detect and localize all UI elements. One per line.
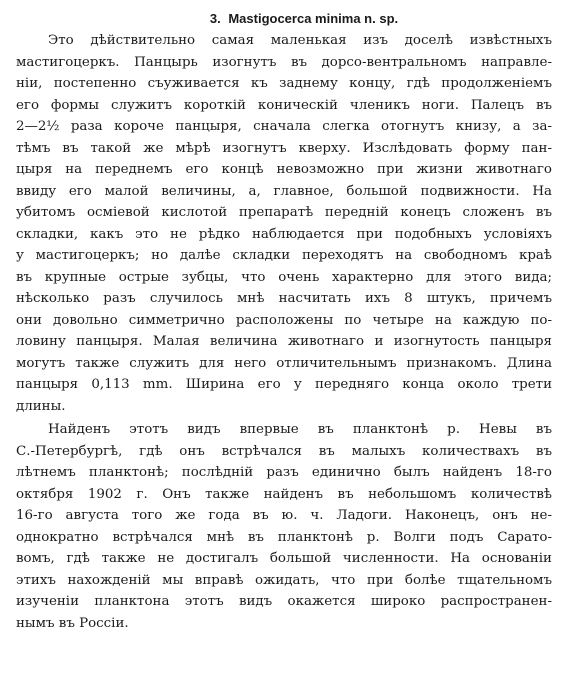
- text-line: С.-Петербургѣ, гдѣ онъ встрѣчался въ малыхъ количествахъ въ: [16, 443, 552, 459]
- text-line: ввиду его малой величины, а, главное, большой подвижности. На: [16, 183, 552, 199]
- text-line: этихъ нахожденій мы вправѣ ожидать, что при болѣе тщательномъ: [16, 572, 552, 588]
- text-line: длины.: [16, 398, 66, 414]
- text-line: Это дѣйствительно самая маленькая изъ доселѣ извѣстныхъ: [48, 33, 552, 48]
- text-line: могутъ также служить для него отличительнымъ признакомъ. Длина: [16, 355, 552, 371]
- text-line: однократно встрѣчался мнѣ въ планктонѣ р. Волги подъ Сарато-: [16, 529, 552, 545]
- text-line: ніи, постепенно съуживается къ заднему концу, гдѣ продолженіемъ: [16, 76, 552, 91]
- text-line: тѣмъ въ такой же мѣрѣ изогнутъ кверху. Изслѣдовать форму пан-: [16, 140, 552, 156]
- text-line: цыря на переднемъ его концѣ невозможно при жизни животнаго: [16, 162, 552, 177]
- section-number: 3.: [209, 11, 221, 26]
- text-line: мастигоцеркъ. Панцырь изогнутъ въ дорсо-вентральномъ направле-: [16, 54, 552, 70]
- text-line: нѣсколько разъ случилось мнѣ насчитать ихъ 8 штукъ, причемъ: [16, 291, 552, 306]
- section-heading: [56, 8, 552, 30]
- text-line: его формы служитъ короткій коническій членикъ ноги. Палецъ въ: [16, 97, 552, 113]
- text-line: лѣтнемъ планктонѣ; послѣдній разъ единично былъ найденъ 18-го: [16, 465, 552, 480]
- text-line: панцыря 0,113 mm. Ширина его у передняго конца около трети: [16, 377, 552, 392]
- text-line: въ крупные острые зубцы, что очень характерно для этого вида;: [16, 269, 552, 285]
- text-line: Найденъ этотъ видъ впервые въ планктонѣ р. Невы въ: [48, 422, 552, 437]
- text-line: октября 1902 г. Онъ также найденъ въ небольшомъ количествѣ: [16, 486, 552, 502]
- text-line: складки, какъ это не рѣдко наблюдается при подобныхъ условіяхъ: [16, 226, 552, 242]
- text-line: вомъ, гдѣ также не достигалъ большой численности. На основаніи: [16, 551, 552, 566]
- page: [16, 8, 552, 634]
- paragraph-distribution: [16, 419, 552, 634]
- text-line: изученіи планктона этотъ видъ окажется широко распространен-: [16, 594, 552, 609]
- text-line: у мастигоцеркъ; но далѣе складки переходятъ на свободномъ краѣ: [16, 248, 552, 263]
- species-title: Mastigocerca minima n. sp.: [228, 11, 399, 26]
- text-line: нымъ въ Россіи.: [16, 615, 129, 631]
- text-line: 16-го августа того же года въ ю. ч. Ладоги. Наконецъ, онъ не-: [16, 508, 552, 523]
- text-line: ловину панцыря. Малая величина животнаго и изогнутость панцыря: [16, 334, 552, 349]
- text-line: они довольно симметрично расположены по четыре на каждую по-: [16, 312, 552, 328]
- text-line: 2—2½ раза короче панцыря, сначала слегка отогнутъ книзу, а за-: [16, 119, 552, 134]
- paragraph-description: [16, 30, 552, 417]
- text-line: убитомъ осміевой кислотой препаратѣ передній конецъ сложенъ въ: [16, 205, 552, 220]
